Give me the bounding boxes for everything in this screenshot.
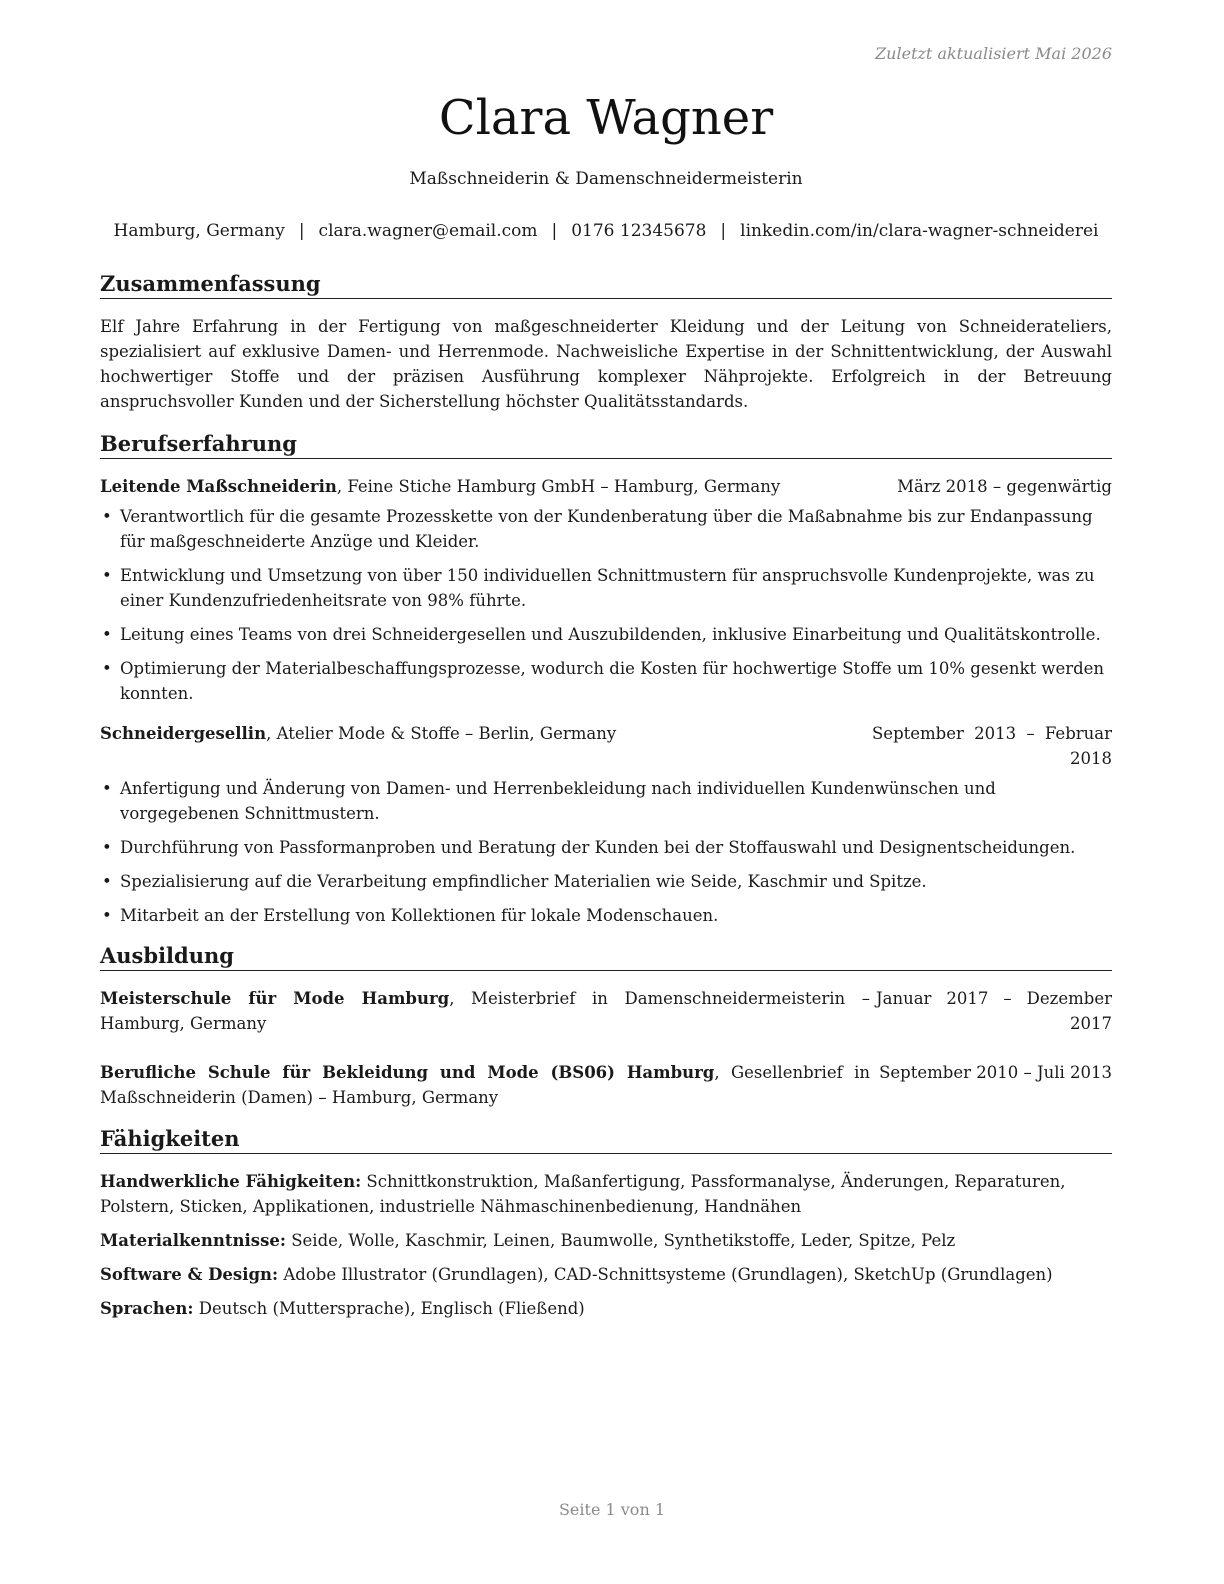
contact-separator: | bbox=[720, 221, 727, 241]
skill-label: Materialkenntnisse: bbox=[100, 1231, 286, 1250]
skill-value: Schnittkonstruktion, Maßanfertigung, Passformanalyse, Änderungen, Reparaturen, Polstern, Sticken, Applikationen, industrielle Nähmaschinenbedienung, Handnähen bbox=[100, 1172, 1066, 1216]
list-item bbox=[100, 835, 1116, 860]
bullet-text: Verantwortlich für die gesamte Prozesskette von der Kundenberatung über die Maßabnahme bis zur Endanpassung für maßgeschneiderte Anzüge und Kleider. bbox=[120, 507, 1093, 551]
job-company: , Feine Stiche Hamburg GmbH – Hamburg, Germany bbox=[336, 477, 781, 496]
education-school: Meisterschule für Mode Hamburg bbox=[100, 989, 450, 1008]
contact-phone[interactable]: 0176 12345678 bbox=[571, 221, 707, 241]
job-company: , Atelier Mode & Stoffe – Berlin, Germany bbox=[266, 724, 617, 743]
skill-row bbox=[100, 1169, 1116, 1219]
skill-value: Seide, Wolle, Kaschmir, Leinen, Baumwolle, Synthetikstoffe, Leder, Spitze, Pelz bbox=[285, 1231, 956, 1250]
job-title-line bbox=[100, 721, 616, 746]
bullet-icon: • bbox=[102, 838, 112, 857]
bullet-text: Anfertigung und Änderung von Damen- und Herrenbekleidung nach individuellen Kundenwünschen und vorgegebenen Schnittmustern. bbox=[120, 779, 996, 823]
job-bullets bbox=[100, 504, 1116, 715]
contact-location: Hamburg, Germany bbox=[113, 221, 285, 241]
list-item bbox=[100, 563, 1116, 613]
job-role: Leitende Maßschneiderin bbox=[100, 477, 337, 496]
contact-separator: | bbox=[551, 221, 558, 241]
list-item bbox=[100, 776, 1116, 826]
education-entry bbox=[100, 1060, 1112, 1110]
education-detail bbox=[100, 1060, 870, 1110]
education-degree: , Meisterbrief in Damenschneidermeisterin – Hamburg, Germany bbox=[100, 989, 871, 1033]
education-degree: , Gesellenbrief in Maßschneiderin (Damen) – Hamburg, Germany bbox=[100, 1063, 870, 1107]
list-item bbox=[100, 622, 1116, 647]
skills-list bbox=[100, 1169, 1116, 1330]
contact-linkedin[interactable]: linkedin.com/in/clara-wagner-schneiderei bbox=[740, 221, 1099, 241]
skill-row bbox=[100, 1296, 1116, 1321]
bullet-icon: • bbox=[102, 906, 112, 925]
skill-label: Software & Design: bbox=[100, 1265, 279, 1284]
bullet-icon: • bbox=[102, 507, 112, 526]
section-title-experience: Berufserfahrung bbox=[100, 430, 1112, 459]
bullet-icon: • bbox=[102, 625, 112, 644]
skill-value: Deutsch (Muttersprache), Englisch (Fließend) bbox=[193, 1299, 585, 1318]
job-dates: September 2013 – Februar 2018 bbox=[872, 724, 1112, 768]
list-item bbox=[100, 869, 1116, 894]
bullet-text: Leitung eines Teams von drei Schneidergesellen und Auszubildenden, inklusive Einarbeitung und Qualitätskontrolle. bbox=[120, 625, 1101, 644]
job-title-line bbox=[100, 474, 780, 499]
skill-value: Adobe Illustrator (Grundlagen), CAD-Schnittsysteme (Grundlagen), SketchUp (Grundlagen) bbox=[278, 1265, 1053, 1284]
job-role: Schneidergesellin bbox=[100, 724, 267, 743]
contact-line bbox=[100, 219, 1112, 243]
list-item bbox=[100, 504, 1116, 554]
job-dates: März 2018 – gegenwärtig bbox=[897, 477, 1112, 496]
job-bullets bbox=[100, 776, 1116, 937]
bullet-icon: • bbox=[102, 659, 112, 678]
contact-separator: | bbox=[298, 221, 305, 241]
bullet-text: Durchführung von Passformanproben und Beratung der Kunden bei der Stoffauswahl und Designentscheidungen. bbox=[120, 838, 1076, 857]
list-item bbox=[100, 656, 1116, 706]
skill-row bbox=[100, 1228, 1116, 1253]
skill-label: Handwerkliche Fähigkeiten: bbox=[100, 1172, 362, 1191]
education-dates: Januar 2017 – Dezember 2017 bbox=[876, 989, 1112, 1033]
section-title-education: Ausbildung bbox=[100, 942, 1112, 971]
education-detail bbox=[100, 986, 870, 1036]
bullet-text: Mitarbeit an der Erstellung von Kollektionen für lokale Modenschauen. bbox=[120, 906, 719, 925]
education-dates: September 2010 – Juli 2013 bbox=[879, 1063, 1112, 1082]
skill-row bbox=[100, 1262, 1116, 1287]
bullet-icon: • bbox=[102, 872, 112, 891]
page-number: Seite 1 von 1 bbox=[558, 1500, 666, 1519]
bullet-text: Spezialisierung auf die Verarbeitung empfindlicher Materialien wie Seide, Kaschmir und Spitze. bbox=[120, 872, 927, 891]
last-updated: Zuletzt aktualisiert Mai 2026 bbox=[875, 44, 1112, 63]
job-title: Maßschneiderin & Damenschneidermeisterin bbox=[409, 169, 803, 189]
skill-label: Sprachen: bbox=[100, 1299, 194, 1318]
contact-email[interactable]: clara.wagner@email.com bbox=[318, 221, 538, 241]
bullet-icon: • bbox=[102, 566, 112, 585]
section-title-skills: Fähigkeiten bbox=[100, 1125, 1112, 1154]
summary-text: Elf Jahre Erfahrung in der Fertigung von maßgeschneiderter Kleidung und der Leitung von Schneiderateliers, spezialisiert auf exklusive Damen- und Herrenmode. Nachweisliche Expertise in der Schnittentwicklung, der Auswahl hochwertiger Stoffe und der präzisen Ausführung komplexer Nähprojekte. Erfolgreich in der Betreuung anspruchsvoller Kunden und der Sicherstellung höchster Qualitätsstandards. bbox=[100, 317, 1112, 411]
education-entry bbox=[100, 986, 1112, 1036]
candidate-name: Clara Wagner bbox=[438, 90, 774, 146]
section-title-summary: Zusammenfassung bbox=[100, 270, 1112, 299]
education-school: Berufliche Schule für Bekleidung und Mode (BS06) Hamburg bbox=[100, 1063, 715, 1082]
bullet-icon: • bbox=[102, 779, 112, 798]
bullet-text: Entwicklung und Umsetzung von über 150 individuellen Schnittmustern für anspruchsvolle Kundenprojekte, was zu einer Kundenzufriedenheitsrate von 98% führte. bbox=[120, 566, 1095, 610]
bullet-text: Optimierung der Materialbeschaffungsprozesse, wodurch die Kosten für hochwertige Stoffe um 10% gesenkt werden konnten. bbox=[120, 659, 1105, 703]
list-item bbox=[100, 903, 1116, 928]
